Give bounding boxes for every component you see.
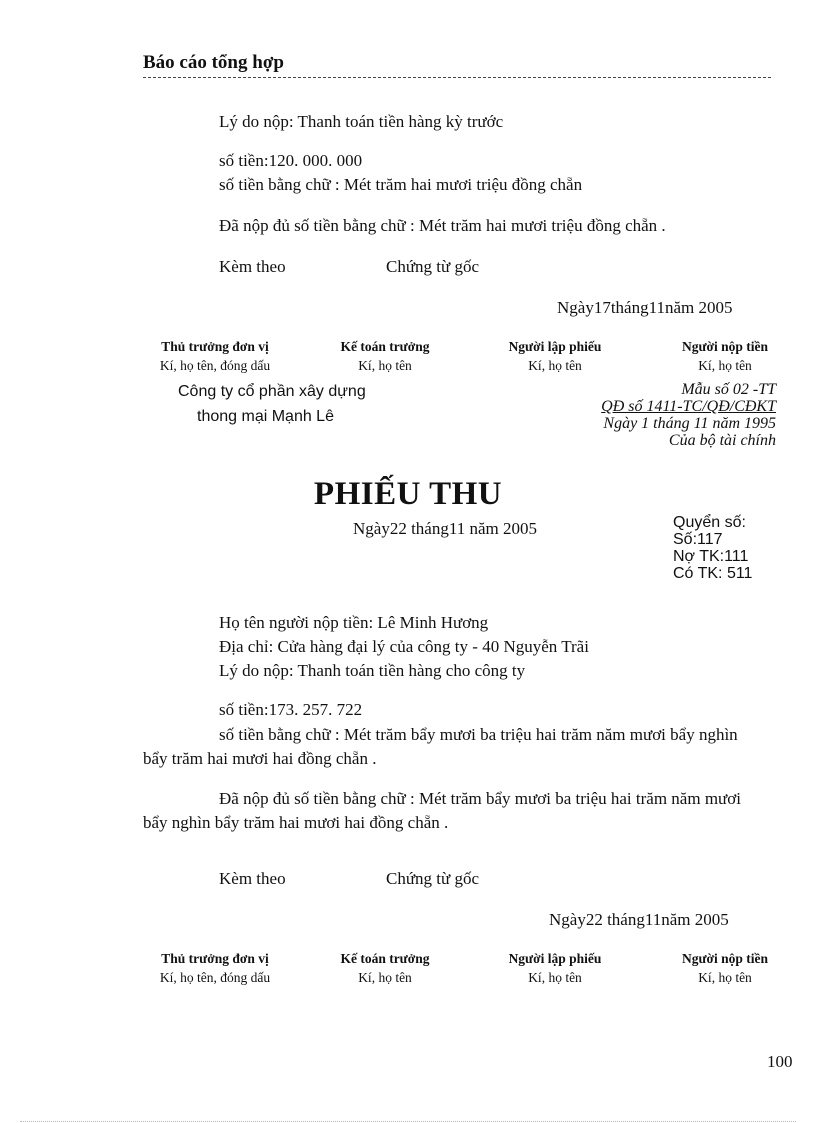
receipt2-attach-label: Kèm theo (219, 869, 286, 888)
form-code: Mẫu số 02 -TT (681, 381, 776, 398)
signature-note: Kí, họ tên, đóng dấu (159, 358, 271, 373)
receipt2-date: Ngày22 tháng11năm 2005 (549, 910, 729, 929)
form-info-block (560, 381, 776, 449)
receipt1-amount-words: số tiền bằng chữ : Mét trăm hai mươi triệu đồng chẵn (219, 175, 583, 194)
receipt1-amount: số tiền:120. 000. 000 (219, 151, 363, 170)
signature-note: Kí, họ tên (358, 970, 412, 985)
form-decision: QĐ số 1411-TC/QĐ/CĐKT (601, 398, 776, 415)
receipt2-attach-value: Chứng từ gốc (386, 869, 480, 888)
receipt1-attach-value: Chứng từ gốc (386, 257, 480, 276)
page-header-title: Báo cáo tổng hợp (143, 52, 284, 73)
receipt-title: PHIẾU THU (313, 476, 503, 512)
signature-title: Kế toán trưởng (340, 951, 430, 966)
signature-title: Kế toán trưởng (340, 339, 430, 354)
receipt2-paid-words: Đã nộp đủ số tiền bằng chữ : Mét trăm bẩy mươi ba triệu hai trăm năm mươi bẩy nghìn bẩy trăm hai mươi hai đồng chẵn . (143, 789, 741, 832)
page-number: 100 (767, 1052, 793, 1071)
signature-note: Kí, họ tên (698, 970, 752, 985)
header-divider (143, 77, 771, 78)
form-issuer: Của bộ tài chính (668, 432, 776, 449)
signature-block (130, 951, 300, 986)
receipt1-attach-label: Kèm theo (219, 257, 286, 276)
company-name-line1: Công ty cổ phần xây dựng (178, 383, 366, 400)
receipt1-date: Ngày17tháng11năm 2005 (557, 298, 733, 317)
receipt1-signature-row (130, 339, 810, 374)
credit-account: Có TK: 511 (673, 565, 753, 582)
debit-account: Nợ TK:111 (673, 548, 749, 565)
receipt1-paid-words: Đã nộp đủ số tiền bằng chữ : Mét trăm hai mươi triệu đồng chẵn . (219, 216, 666, 235)
receipt2-amount: số tiền:173. 257. 722 (219, 700, 363, 719)
signature-title: Thủ trưởng đơn vị (161, 339, 269, 354)
footer-divider (20, 1121, 796, 1122)
signature-block (640, 951, 810, 986)
signature-note: Kí, họ tên, đóng dấu (159, 970, 271, 985)
signature-block (300, 339, 470, 374)
signature-block (300, 951, 470, 986)
receipt2-address: Địa chỉ: Cửa hàng đại lý của công ty - 40 Nguyễn Trãi (219, 637, 589, 656)
signature-title: Thủ trưởng đơn vị (161, 951, 269, 966)
signature-title: Người lập phiếu (508, 339, 602, 354)
book-number: Quyển số: (673, 514, 746, 531)
signature-title: Người nộp tiền (681, 339, 769, 354)
form-decision-date: Ngày 1 tháng 11 năm 1995 (603, 415, 776, 432)
signature-note: Kí, họ tên (528, 970, 582, 985)
signature-block (130, 339, 300, 374)
receipt1-reason: Lý do nộp: Thanh toán tiền hàng kỳ trước (219, 112, 504, 131)
receipt-number: Số:117 (673, 531, 723, 548)
signature-block (470, 951, 640, 986)
receipt2-amount-words: số tiền bằng chữ : Mét trăm bẩy mươi ba triệu hai trăm năm mươi bẩy nghìn bẩy trăm hai mươi hai đồng chẵn . (143, 725, 738, 768)
company-name-line2: thong mại Mạnh Lê (197, 408, 334, 425)
signature-block (470, 339, 640, 374)
signature-title: Người lập phiếu (508, 951, 602, 966)
account-info-block (673, 514, 752, 582)
receipt2-signature-row (130, 951, 810, 986)
receipt2-date-line: Ngày22 tháng11 năm 2005 (353, 519, 537, 538)
receipt2-payer: Họ tên người nộp tiền: Lê Minh Hương (219, 613, 489, 632)
signature-title: Người nộp tiền (681, 951, 769, 966)
receipt2-reason: Lý do nộp: Thanh toán tiền hàng cho công ty (219, 661, 526, 680)
signature-note: Kí, họ tên (698, 358, 752, 373)
signature-block (640, 339, 810, 374)
signature-note: Kí, họ tên (528, 358, 582, 373)
signature-note: Kí, họ tên (358, 358, 412, 373)
